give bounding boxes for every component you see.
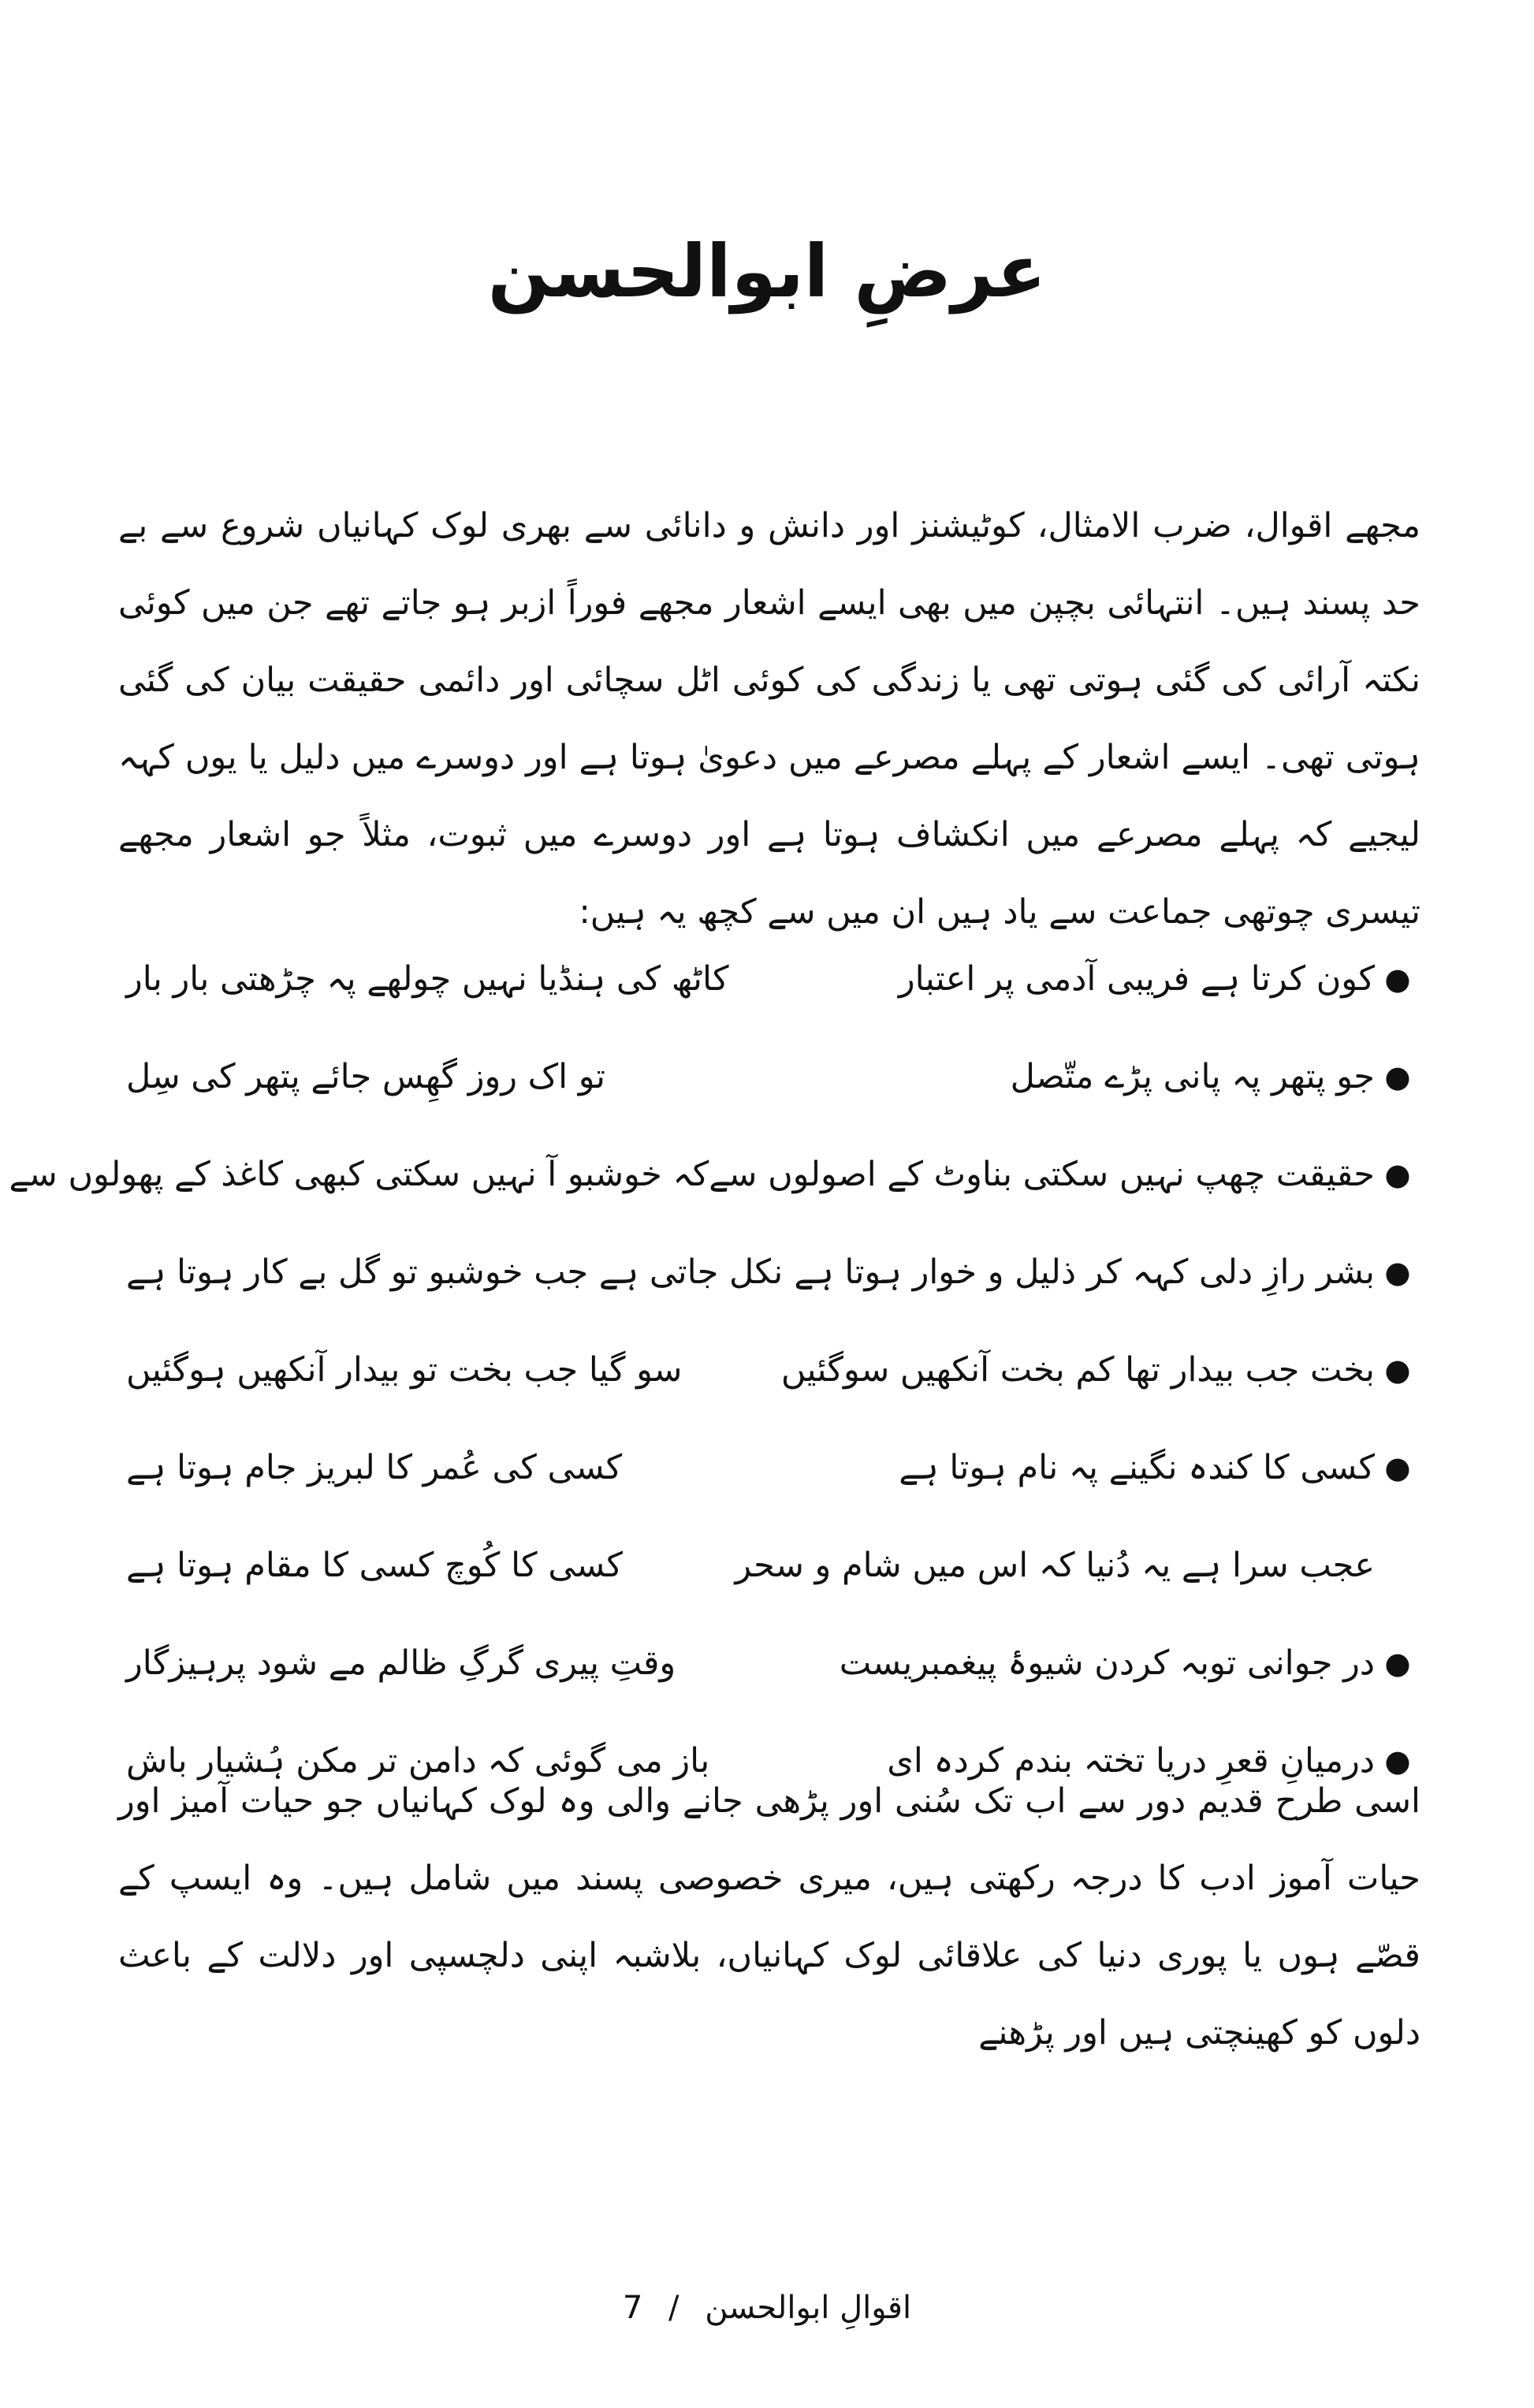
verse-second-line: کسی کی عُمر کا لبریز جام ہوتا ہے xyxy=(126,1448,623,1487)
verse-row xyxy=(118,1517,1420,1614)
verse-second-line: باز می گوئی کہ دامن تر مکن ہُشیار باش xyxy=(126,1741,710,1781)
verse-second-line: کسی کا کُوچ کسی کا مقام ہوتا ہے xyxy=(126,1546,623,1585)
verse-first-line: در جوانی توبہ کردن شیوۂ پیغمبریست xyxy=(839,1643,1375,1683)
verse-first-line: بشر رازِ دلی کہہ کر ذلیل و خوار ہوتا ہے xyxy=(794,1252,1375,1292)
verse-second-line: نکل جاتی ہے جب خوشبو تو گل بے کار ہوتا ہے xyxy=(126,1252,784,1292)
verse-second-line: کاٹھ کی ہنڈیا نہیں چولھے پہ چڑھتی بار بار xyxy=(126,959,729,999)
intro-paragraph: مجھے اقوال، ضرب الامثال، کوٹیشنز اور دانش و دانائی سے بھری لوک کہانیاں شروع سے بے حد پسند ہیں۔ انتہائی بچپن میں بھی ایسے اشعار مجھے فوراً ازبر ہو جاتے تھے جن میں کوئی نکتہ آرائی کی گئی ہوتی تھی یا زندگی کی کوئی اٹل سچائی اور دائمی حقیقت بیان کی گئی ہوتی تھی۔ ایسے اشعار کے پہلے مصرعے میں دعویٰ ہوتا ہے اور دوسرے میں دلیل یا یوں کہہ لیجیے کہ پہلے مصرعے میں انکشاف ہوتا ہے اور دوسرے میں ثبوت، مثلاً جو اشعار مجھے تیسری چوتھی جماعت سے یاد ہیں ان میں سے کچھ یہ ہیں: xyxy=(118,506,1420,932)
verse-second-line: تو اک روز گھِس جائے پتھر کی سِل xyxy=(126,1057,605,1096)
verse-first-line: درمیانِ قعرِ دریا تختہ بندم کردہ ای xyxy=(887,1741,1375,1781)
verse-first-line: کون کرتا ہے فریبی آدمی پر اعتبار xyxy=(898,959,1375,999)
verse-row xyxy=(118,1223,1420,1321)
verse-first-line: عجب سرا ہے یہ دُنیا کہ اس میں شام و سحر xyxy=(735,1546,1375,1585)
bullet-icon: ● xyxy=(1384,1646,1411,1680)
bullet-icon: ● xyxy=(1384,1450,1411,1485)
page-number: 7 xyxy=(622,2290,643,2326)
bullet-icon: ● xyxy=(1384,1353,1411,1387)
bullet-icon: ● xyxy=(1384,1059,1411,1094)
verse-first-line: بخت جب بیدار تھا کم بخت آنکھیں سوگئیں xyxy=(780,1350,1375,1390)
verse-row xyxy=(118,930,1420,1028)
verse-row xyxy=(118,1028,1420,1126)
bullet-icon: ● xyxy=(1384,1744,1411,1778)
closing-paragraph: اسی طرح قدیم دور سے اب تک سُنی اور پڑھی جانے والی وہ لوک کہانیاں جو حیات آمیز اور حیات آموز ادب کا درجہ رکھتی ہیں، میری خصوصی پسند میں شامل ہیں۔ وہ ایسپ کے قصّے ہوں یا پوری دنیا کی علاقائی لوک کہانیاں، بلاشبہ اپنی دلچسپی اور دلالت کے باعث دلوں کو کھینچتی ہیں اور پڑھنے xyxy=(118,1781,1420,2053)
verse-list xyxy=(9,930,1420,1810)
verse-first-line: کسی کا کندہ نگینے پہ نام ہوتا ہے xyxy=(899,1448,1375,1487)
verse-second-line: کہ خوشبو آ نہیں سکتی کبھی کاغذ کے پھولوں سے xyxy=(9,1155,709,1194)
bullet-icon: ● xyxy=(1384,1255,1411,1290)
verse-first-line: حقیقت چھپ نہیں سکتی بناوٹ کے اصولوں سے xyxy=(709,1155,1375,1194)
bullet-icon: ● xyxy=(1384,962,1411,996)
verse-second-line: وقتِ پیری گرگِ ظالم مے شود پرہیزگار xyxy=(126,1643,676,1683)
page-footer xyxy=(0,2290,1534,2326)
verse-second-line: سو گیا جب بخت تو بیدار آنکھیں ہوگئیں xyxy=(126,1350,683,1390)
footer-separator: / xyxy=(668,2290,680,2326)
verse-row xyxy=(118,1419,1420,1517)
verse-row xyxy=(118,1321,1420,1419)
bullet-icon: ● xyxy=(1384,1157,1411,1192)
footer-book-title: اقوالِ ابوالحسن xyxy=(705,2290,912,2326)
verse-first-line: جو پتھر پہ پانی پڑے متّصل xyxy=(1010,1057,1375,1096)
verse-row xyxy=(118,1614,1420,1712)
verse-row xyxy=(9,1126,1420,1223)
page-title: عرضِ ابوالحسن xyxy=(487,229,1047,314)
